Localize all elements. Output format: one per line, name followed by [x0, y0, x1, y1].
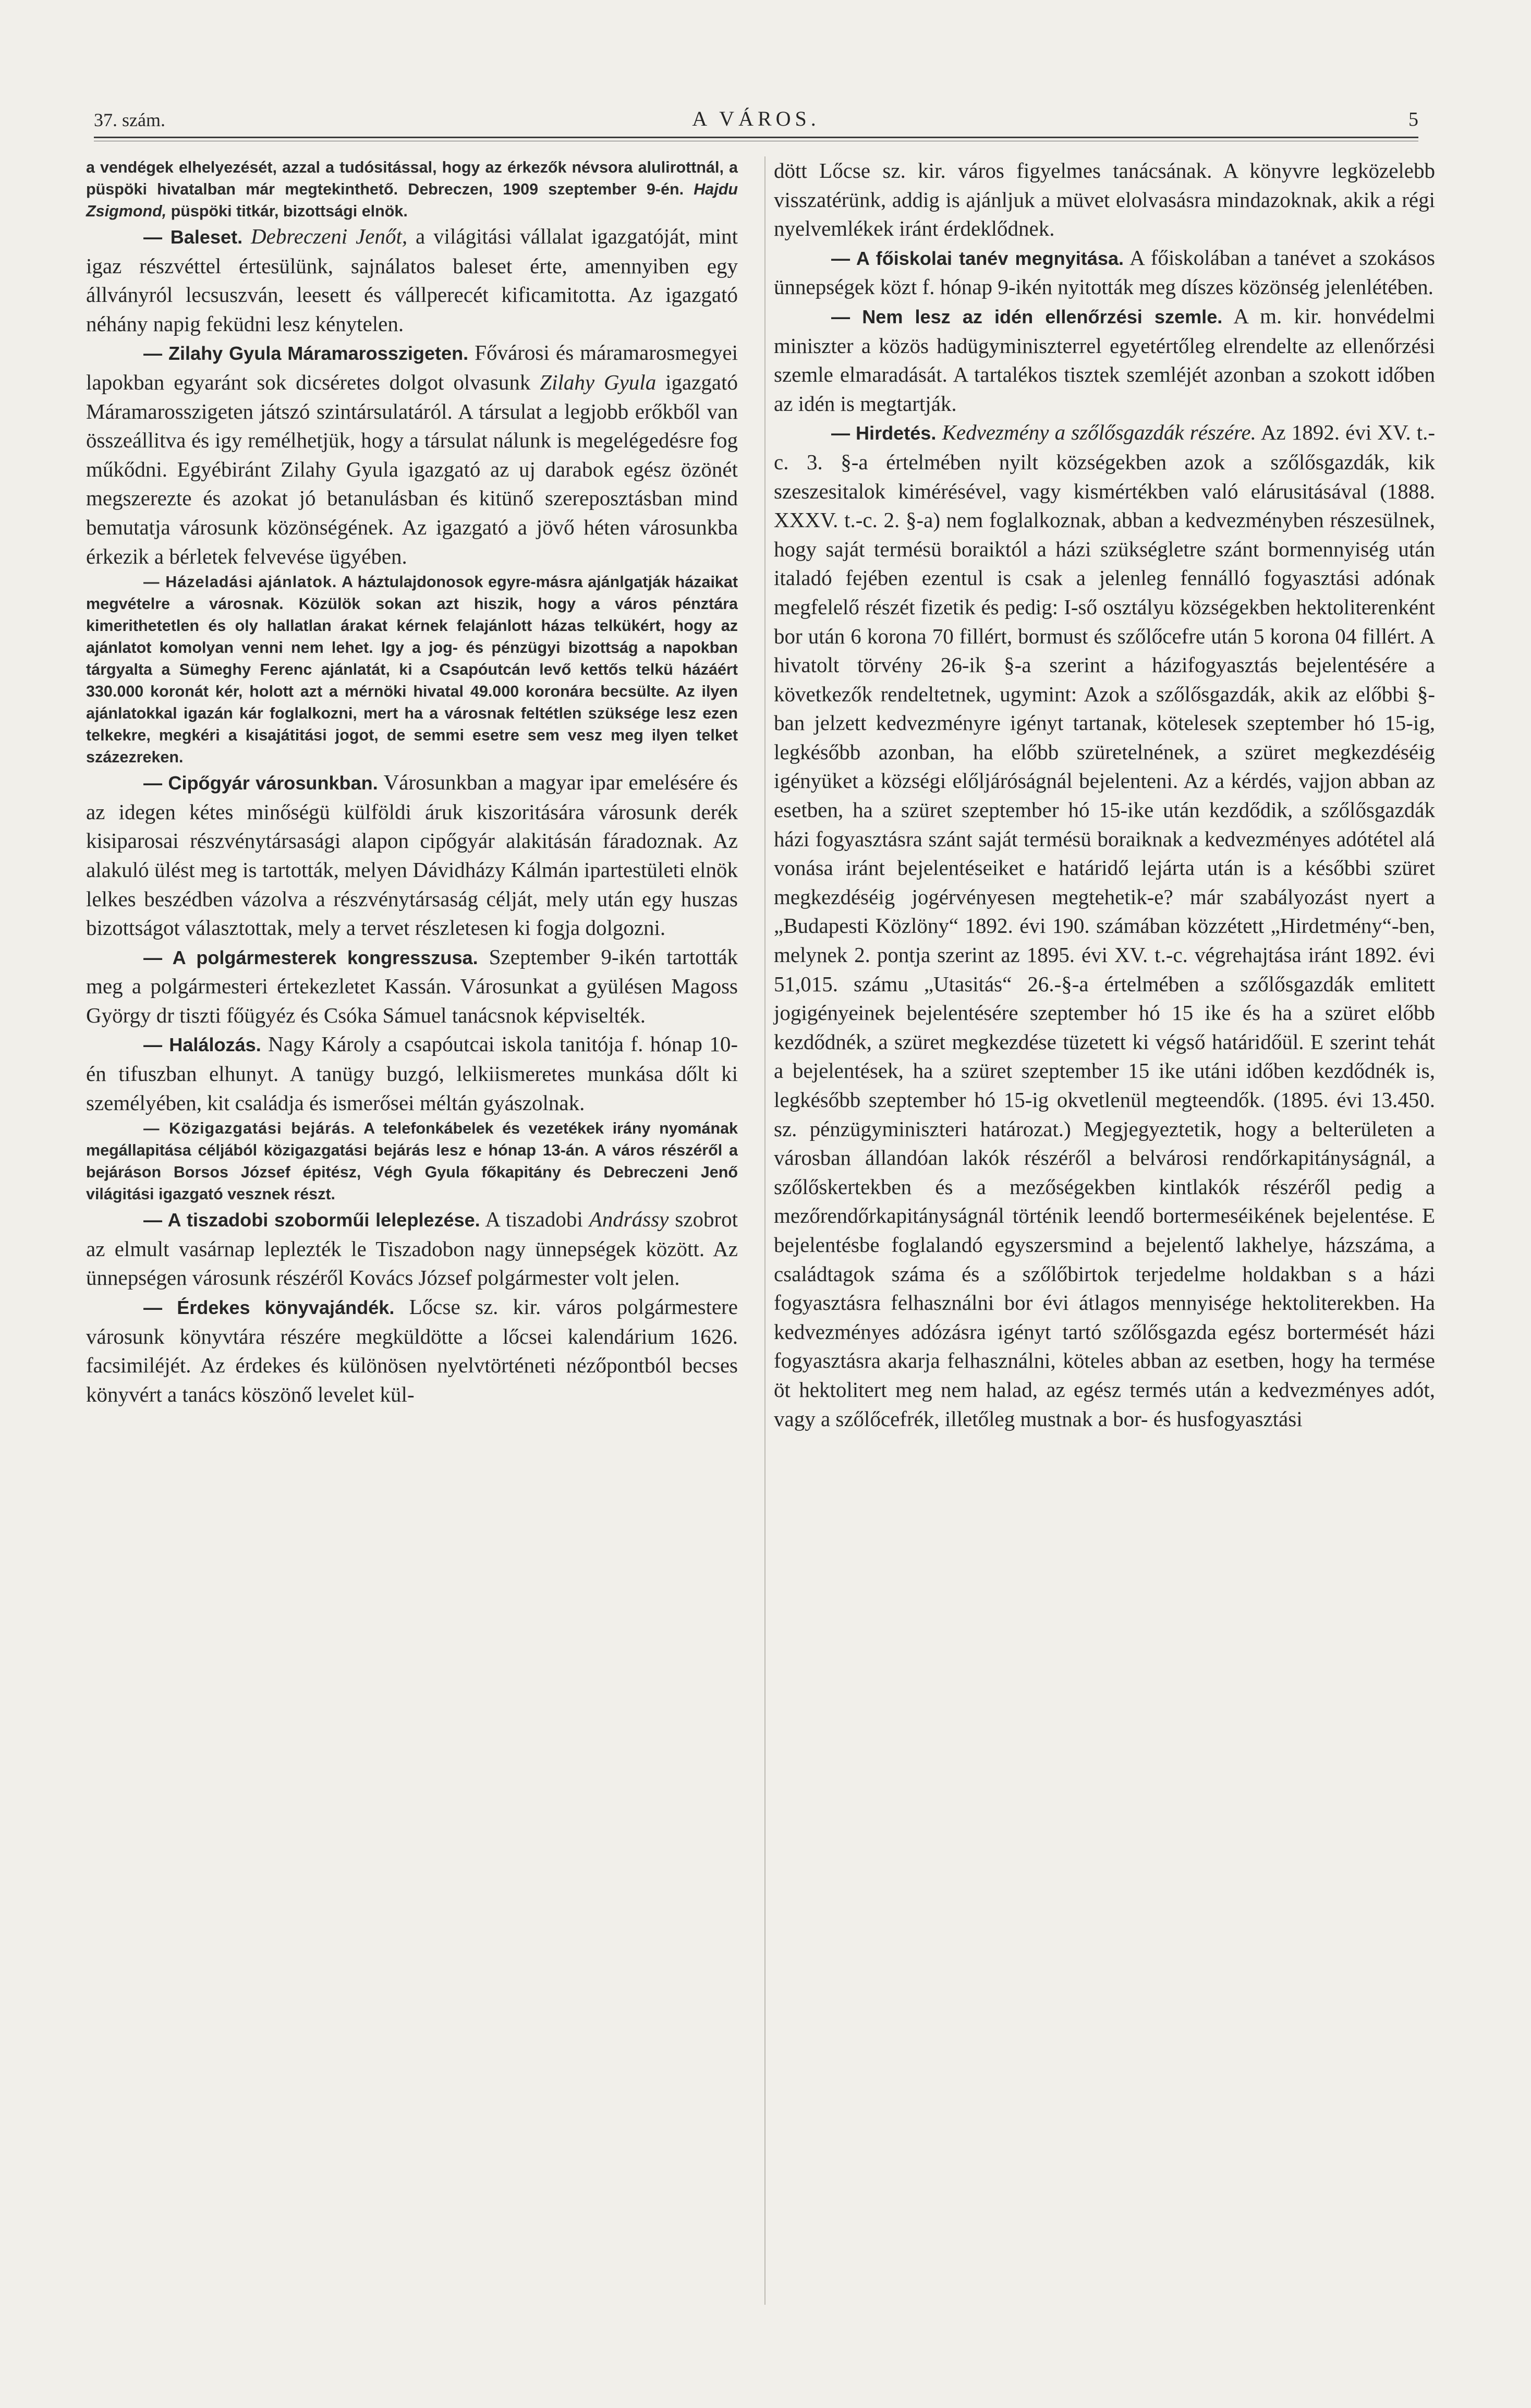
article-baleset: — Baleset. Debreczeni Jenőt, a világitási vállalat igazgatóját, mint igaz részvéttel értesülünk, sajnálatos baleset érte, amennyiben egy állványról lecsuszván, leesett és vállperecét kificamitotta. Az igazgató néhány napig feküdni lesz kénytelen.: [86, 224, 738, 336]
article-continuation: a vendégek elhelyezését, azzal a tudósitással, hogy az érkezők névsora alulirottnál, a püspöki hivatalban már megtekinthető. Debreczen, 1909 szeptember 9-én. Hajdu Zsigmond, püspöki titkár, bizottsági elnök.: [86, 159, 738, 220]
article-kozigazgatasi: — Közigazgatási bejárás. A telefonkábelek és vezetékek irány nyomának megállapitása céljából közigazgatási bejárás lesz e hónap 13-án. A város részéről a bejáráson Borsos József épitész, Végh Gyula főkapitány és Debreczeni Jenő világitási igazgató vesznek részt.: [86, 1120, 738, 1203]
article-szemle: — Nem lesz az idén ellenőrzési szemle. A m. kir. honvédelmi miniszter a közös hadügyminiszterrel egyetértőleg elrendelte az ellenőrzési szemle elmaradását. A tartalékos tisztek szemléjét azonban a szokott időben az idén is megtartják.: [774, 303, 1435, 416]
article-zilahy: — Zilahy Gyula Máramarosszigeten. Fővárosi és máramarosmegyei lapokban egyaránt sok dicséretes dolgot olvasunk Zilahy Gyula igazgató Máramarosszigeten játszó szintársulatáról. A társulat a legjobb erőkből van összeállitva és igy remélhetjük, hogy a társulat nálunk is megelégedésre fog műkődni. Egyébiránt Zilahy Gyula igazgató az uj darabok egész özönét megszerezte és azokat jó betanulásban és kitünő szereposztásban mind bemutatja városunk közönségének. Az igazgató a jövő héten városunkba érkezik a bérletek felvevése ügyében.: [86, 340, 738, 568]
article-foiskola: — A főiskolai tanév megnyitása. A főiskolában a tanévet a szokásos ünnepségek közt f. hónap 9-ikén nyitották meg díszes közönség jelenlétében.: [774, 245, 1435, 299]
right-column: [774, 156, 1435, 1433]
page-header: [94, 102, 1418, 133]
issue-number: 37. szám.: [94, 110, 165, 130]
paper-title: A VÁROS.: [692, 107, 820, 130]
column-separator: [764, 156, 766, 2305]
article-konyvajandek: — Érdekes könyvajándék. Lőcse sz. kir. város polgármestere városunk könyvtára részére megküldötte a lőcsei kalendárium 1626. facsimiléjét. Az érdekes és különösen nyelvtörténeti nézőpontból becses könyvért a tanács köszönő levelet kül-: [86, 1295, 738, 1406]
article-szobor: — A tiszadobi szoborműi leleplezése. A tiszadobi Andrássy szobrot az elmult vasárnap leplezték le Tiszadobon nagy ünnepségek között. Az ünnepségen városunk részéről Kovács József polgármester volt jelen.: [86, 1207, 738, 1290]
article-cipogyar: — Cipőgyár városunkban. Városunkban a magyar ipar emelésére és az idegen kétes minőségü külföldi áruk kiszoritására városunk derék kisiparosai részvénytársasági alapon cipőgyár alakitásán fáradoznak. Az alakuló ülést meg is tartották, melyen Dávidházy Kálmán ipartestületi elnök lelkes beszédben vázolva a részvénytársaság célját, mely után egy huszas bizottságot választottak, mely a tervet részletesen ki fogja dolgozni.: [86, 770, 738, 940]
article-hazeladasi: — Házeladási ajánlatok. A háztulajdonosok egyre-másra ajánlgatják házaikat megvételre a városnak. Közülök sokan azt hiszik, hogy a város pénztára kimerithetetlen és oly hallatlan árakat kérnek felajánlott házas telkükért, hogy az ajánlatot komolyan venni nem lehet. Igy a jog- és pénzügyi bizottság a napokban tárgyalta a Sümeghy Ferenc ajánlatát, ki a Csapóutcán levő kettős telkü házáért 330.000 koronát kér, holott azt a mérnöki hivatal 49.000 koronára becsülte. Az ilyen ajánlatokkal igazán kár foglalkozni, mert ha a városnak feltétlen szüksége lesz ezen telkekre, megkéri a kisajátitási jogot, de semmi esetre sem vesz meg ilyen telket százezreken.: [86, 573, 738, 767]
article-hirdetes: — Hirdetés. Kedvezmény a szőlősgazdák részére. Az 1892. évi XV. t.-c. 3. §-a értelmében nyilt községekben azok a szőlősgazdák, kik szeszesitalok kimérésével, vagy kismértékben való elárusitásával (1888. XXXV. t.-c. 2. §-a) nem foglalkoznak, abban a kedvezményben részesülnek, hogy saját termésü boraiktól a házi szükségletre szánt bormennyiség után italadó fejében ezentul is csak a jelenleg fennálló fogyasztási adónak megfelelő részét fizetik és pedig: I-ső osztályu községekben hektoliterenként bor után 6 korona 70 fillért, bormust és szőlőcefre után 5 korona 04 fillért. A hivatolt törvény 26-ik §-a szerint a házifogyasztás bejelentésére a következők rendeltetnek, ugymint: Azok a szőlősgazdák, akik az előbbi §-ban jelzett kedvezményre igényt tartanak, kötelesek szeptember hó 15-ig, legkésőbb azonban, ha előbb szüretelnének, a szüret megkezdéséig igényüket a községi előljáróságnál bejelenteni. Az a kérdés, vajjon abban az esetben, ha a szüret szeptember hó 15-ike után kezdődik, a szőlősgazdák házi fogyasztásra szánt saját termésü boraiknak a kedvezményes adótétel alá vonása iránt bejelentéseiket e határidő lejárta után is a későbbi szüret megkezdéséig jogérvényesen megtehetik-e? már szabályozást nyert a „Budapesti Közlöny“ 1892. évi 190. számában közzétett „Hirdetmény“-ben, melynek 2. pontja szerint az 1895. évi XV. t.-c. végrehajtása iránt 1892. évi 51,015. számu „Utasitás“ 26.-§-a értelmében a szőlősgazdák emlitett jogigényeinek bejelentésére szeptember hó 15 ike és ha a szüret előbb kezdődnék, a szüret megkezdése tüzetett ki végső határidőül. E szerint tehát a bejelentések, ha a szüret szeptember 15 ike utáni időben kezdődnék is, legkésőbb szeptember hó 15-ig okvetlenül megteendők. (1895. évi 13.450. sz. pénzügyminiszteri határozat.) Megjegyeztetik, hogy a belterületen a városban állandóan lakók részéről a belvárosi rendőrkapitányságnál, a szőlőskertekben és a mezőségekben kintlakók részéről pedig a mezőrendőrkapitányságnál történik leendő bortermeséikének bejelentése. E bejelentésbe foglalandó egyszersmind a bejelentő lakhelye, házszáma, a családtagok száma és a szőlőbirtok terjedelme holdakban s a házi fogyasztásra felhasználni bor évi átlagos mennyisége hektoliterekben. Ha kedvezményes adózásra igényt tartó szőlősgazda egész bortermését házi fogyasztásra akarja felhasználni, köteles abban az esetben, hogy ha termése öt hektolitert meg nem halad, az egész termés után a kedvezményes adót, vagy a szőlőcefrék, illetőleg mustnak a bor- és husfogyasztási: [774, 420, 1435, 1431]
header-rule: [94, 137, 1418, 138]
left-column: [86, 156, 738, 1409]
page-number: 5: [1408, 108, 1418, 130]
article-halalozas: — Halálozás. Nagy Károly a csapóutcai iskola tanitója f. hónap 10-én tifuszban elhunyt. A tanügy buzgó, lelkiismeretes munkása dőlt ki személyében, kit családja és ismerősei méltán gyászolnak.: [86, 1032, 738, 1115]
article-konyvajandek-cont: dött Lőcse sz. kir. város figyelmes tanácsának. A könyvre legközelebb visszatérünk, addig is ajánljuk a müvet elolvasásra mindazoknak, akik a régi nyelvemlékek iránt érdeklődnek.: [774, 159, 1435, 241]
article-kongresszus: — A polgármesterek kongresszusa. Szeptember 9-ikén tartották meg a polgármesteri értekezletet Kassán. Városunkat a gyülésen Magoss György dr tiszti főügyéz és Csóka Sámuel tanácsnok képviselték.: [86, 944, 738, 1027]
